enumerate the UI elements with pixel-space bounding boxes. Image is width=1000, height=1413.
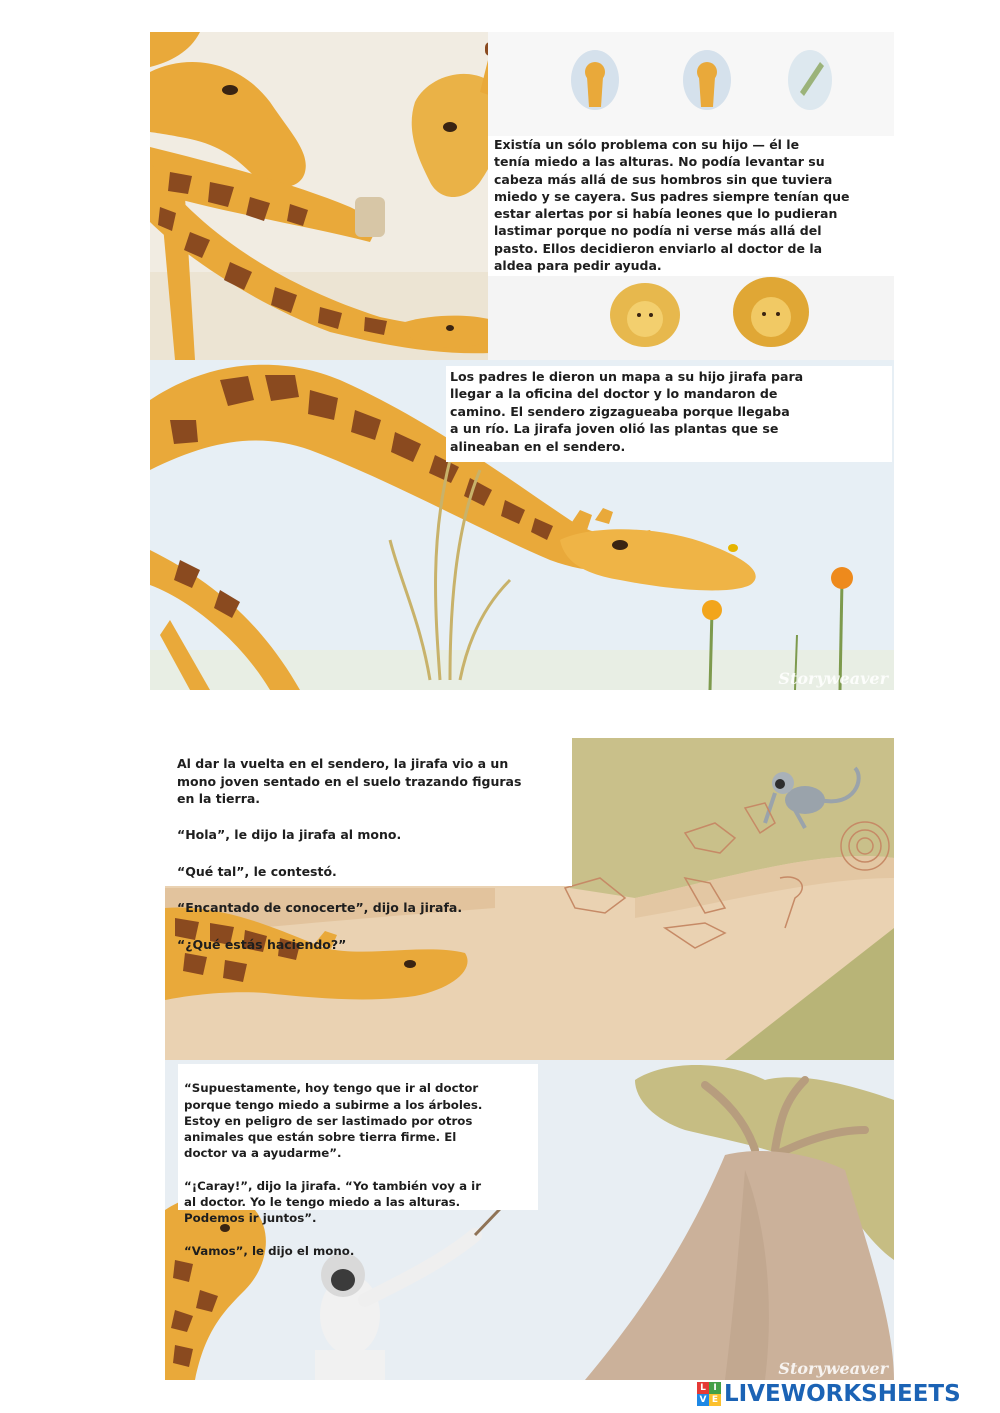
page-4-text [178, 1064, 538, 1258]
brand-name: LIVEWORKSHEETS [724, 1381, 961, 1407]
page-3-line-2: “Hola”, le dijo la jirafa al mono. [177, 827, 402, 843]
page-3-line-3: “Qué tal”, le contestó. [177, 863, 337, 879]
page-3-line-1: Al dar la vuelta en el sendero, la jirafa vio a un mono joven sentado en el suelo trazando figuras en la tierra. [177, 756, 522, 806]
page-4-watermark: Storyweaver [778, 1359, 888, 1378]
page-2-text: Los padres le dieron un mapa a su hijo jirafa para llegar a la oficina del doctor y lo mandaron de camino. El sendero zigzagueaba porque llegaba a un río. La jirafa joven olió las plantas que se alineaban en el sendero. [446, 366, 892, 462]
page-2-watermark: Storyweaver [778, 669, 888, 688]
page-4-line-1: “Supuestamente, hoy tengo que ir al doctor porque tengo miedo a subirme a los árboles. Estoy en peligro de ser lastimado por otros animales que están sobre tierra firme. El doctor va a ayudarme”. [184, 1081, 483, 1161]
page-3-line-4: “Encantado de conocerte”, dijo la jirafa. [177, 900, 463, 916]
logo-letter-e: E [709, 1394, 721, 1406]
page-3-text [165, 738, 572, 952]
liveworksheets-brand [697, 1381, 961, 1407]
logo-letter-i: I [709, 1382, 721, 1394]
page-4-line-3: “Vamos”, le dijo el mono. [184, 1243, 355, 1258]
page-4-line-2: “¡Caray!”, dijo la jirafa. “Yo también voy a ir al doctor. Yo le tengo miedo a las alturas. Podemos ir juntos”. [184, 1178, 482, 1226]
liveworksheets-logo-icon [697, 1382, 721, 1406]
logo-letter-v: V [697, 1394, 709, 1406]
logo-letter-l: L [697, 1382, 709, 1394]
page-3-line-5: “¿Qué estás haciendo?” [177, 936, 347, 952]
page-1-text: Existía un sólo problema con su hijo — él le tenía miedo a las alturas. No podía levantar su cabeza más allá de sus hombros sin que tuviera miedo y se cayera. Sus padres siempre tenían que estar alertas por si había leones que lo pudieran lastimar porque no podía ni verse más allá del pasto. Ellos decidieron enviarlo al doctor de la aldea para pedir ayuda. [488, 136, 894, 276]
